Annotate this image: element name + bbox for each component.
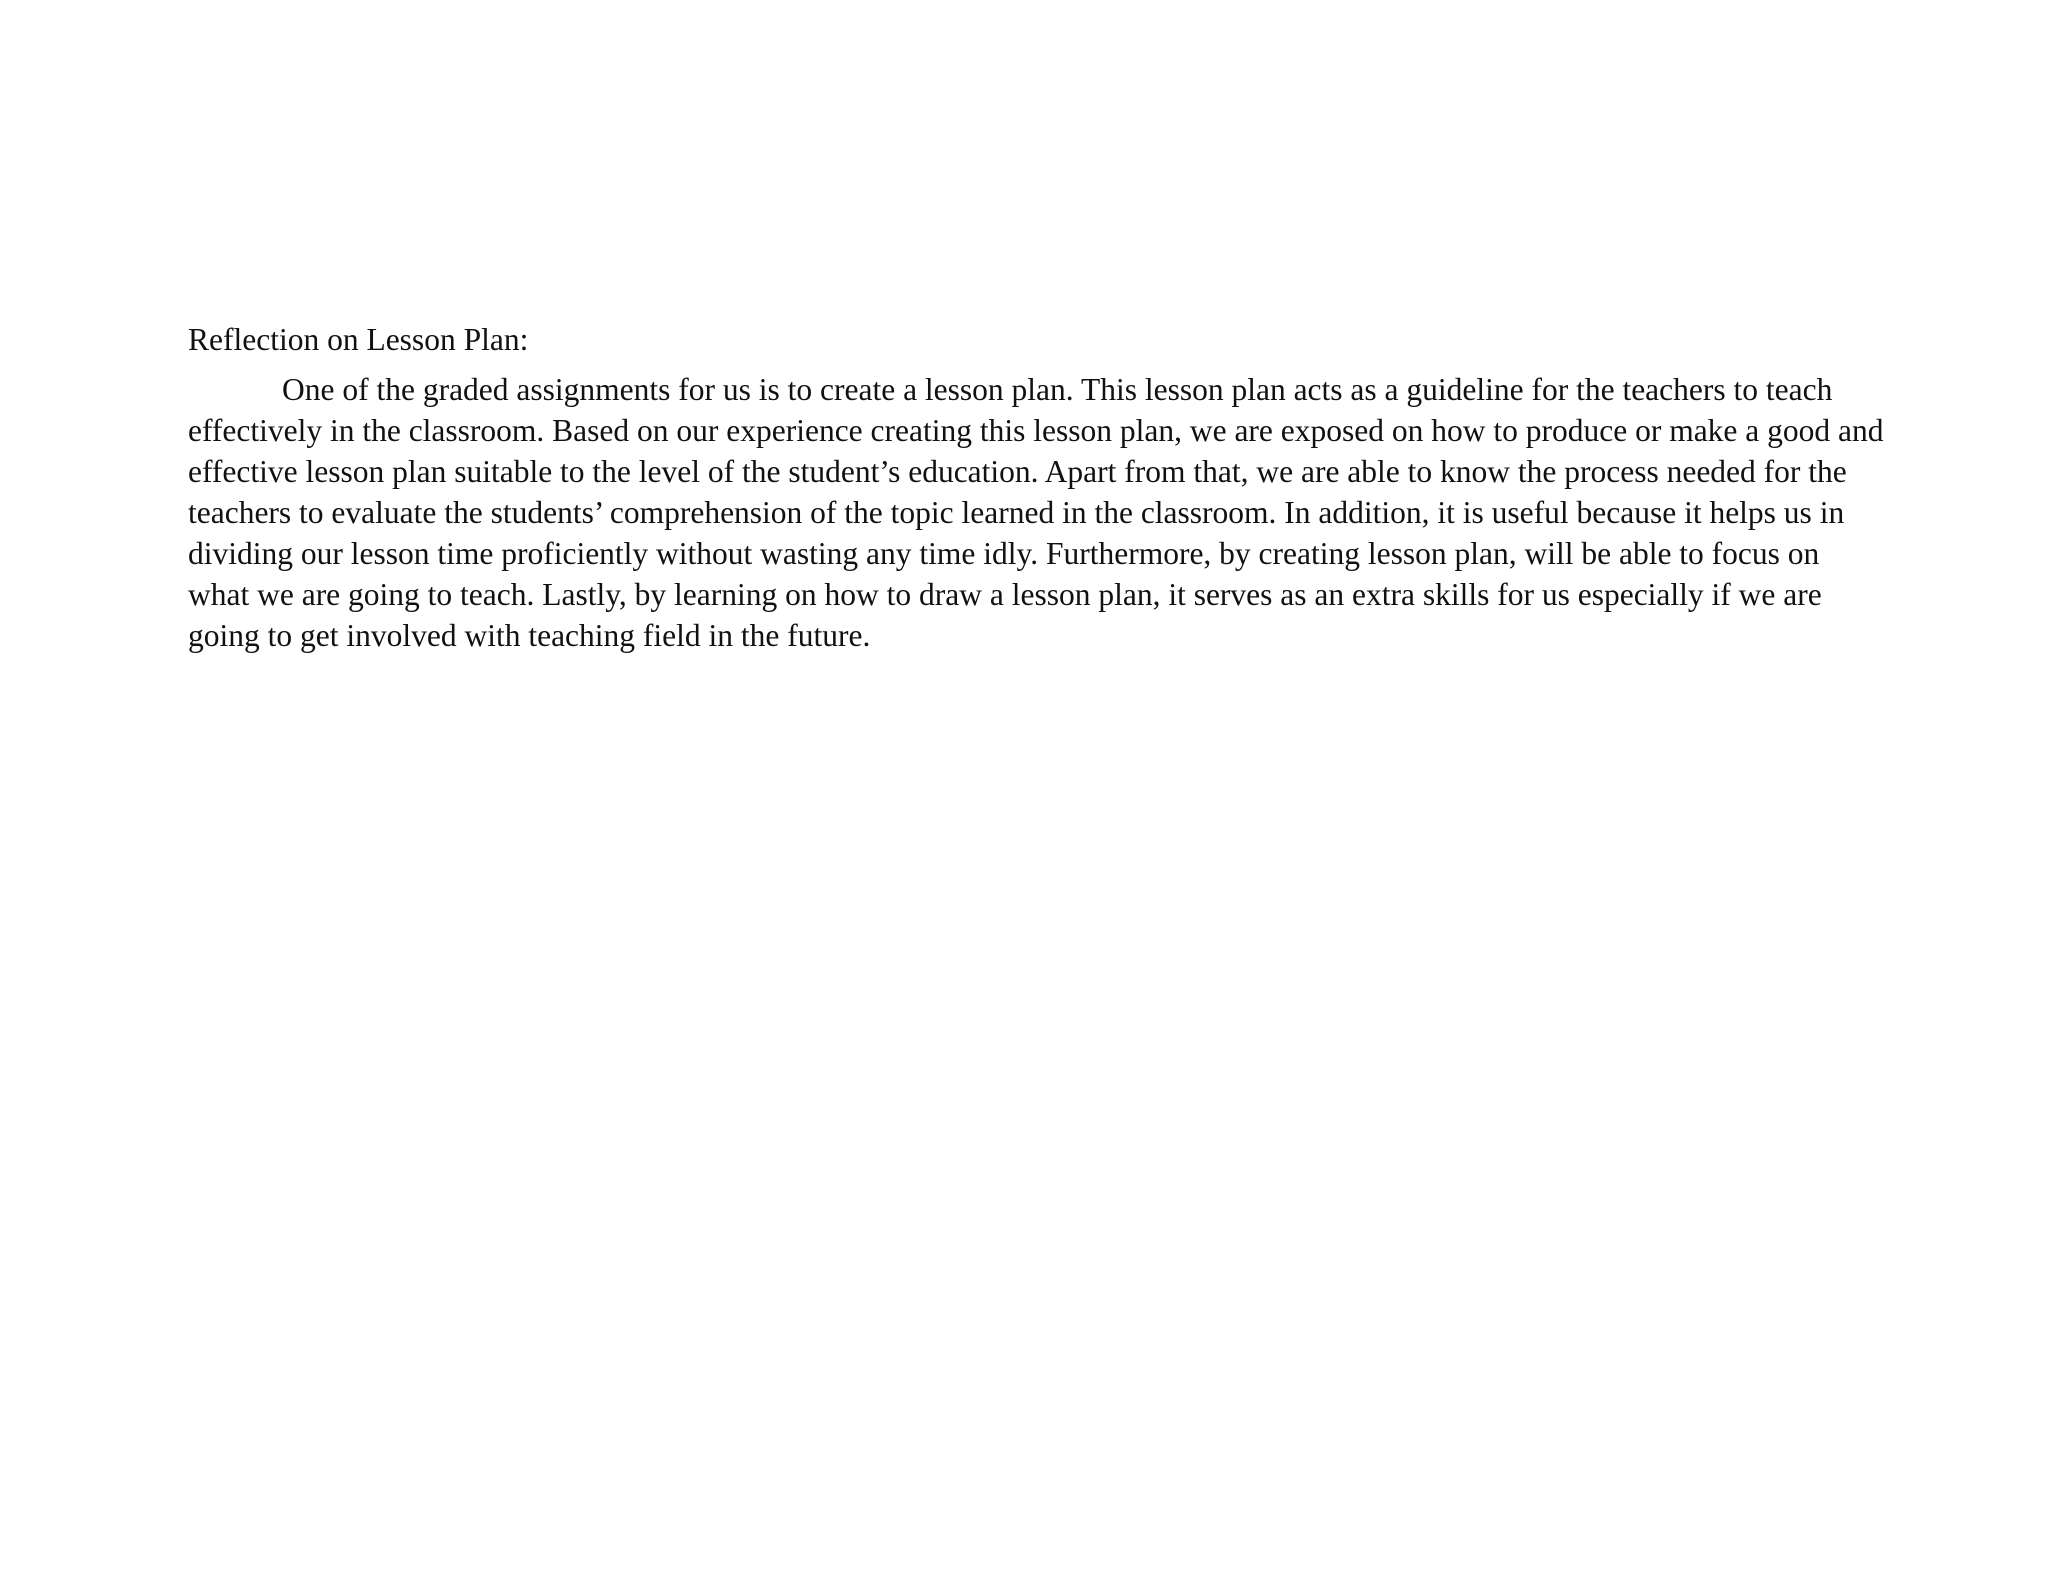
document-body xyxy=(188,318,1888,656)
reflection-heading: Reflection on Lesson Plan: xyxy=(188,322,529,357)
reflection-paragraph: One of the graded assignments for us is to create a lesson plan. This lesson plan acts as a guideline for the teachers to teach effectively in the classroom. Based on our experience creating this lesson plan, we are exposed on how to produce or make a good and effective lesson plan suitable to the level of the student’s education. Apart from that, we are able to know the process needed for the teachers to evaluate the students’ comprehension of the topic learned in the classroom. In addition, it is useful because it helps us in dividing our lesson time proficiently without wasting any time idly. Furthermore, by creating lesson plan, will be able to focus on what we are going to teach. Lastly, by learning on how to draw a lesson plan, it serves as an extra skills for us especially if we are going to get involved with teaching field in the future. xyxy=(188,372,1884,653)
